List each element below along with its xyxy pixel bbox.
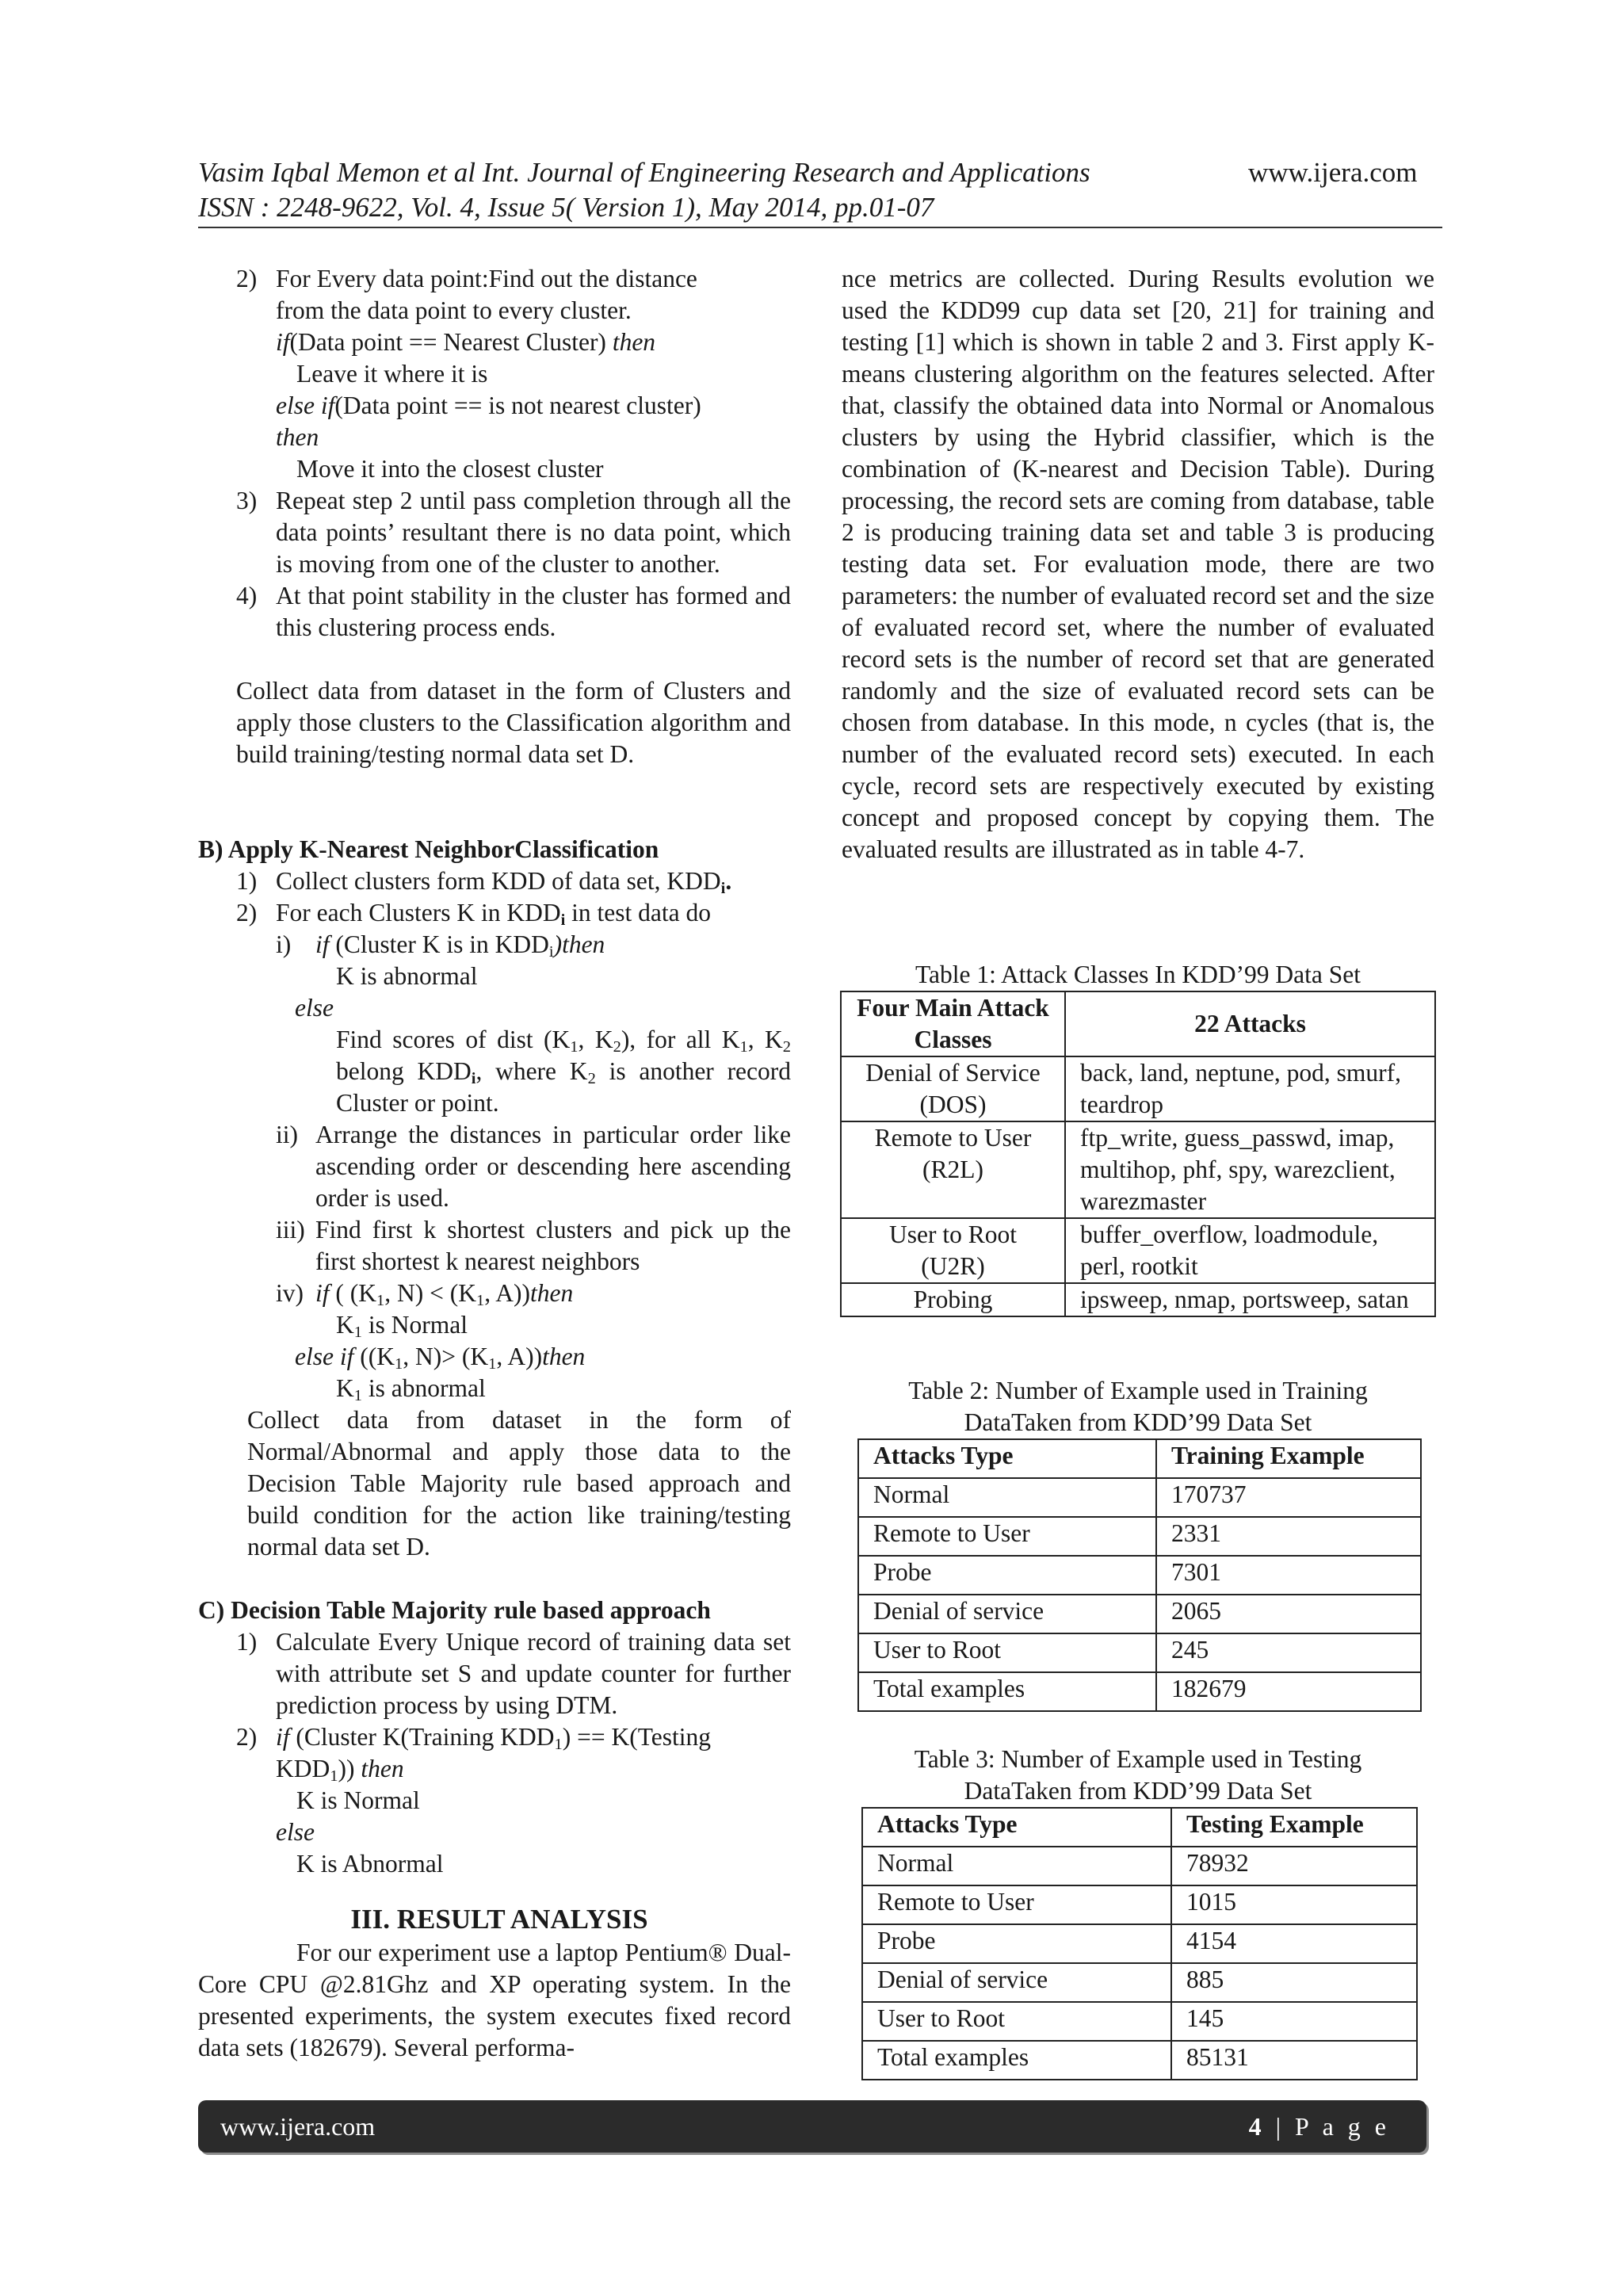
table-row xyxy=(858,1595,1421,1633)
table-row xyxy=(841,1283,1435,1316)
table-2-caption xyxy=(842,1375,1434,1438)
b-substep-iii: iii) Find first k shortest clusters and pick up the first shortest k nearest neighbors xyxy=(276,1216,791,1275)
footer-url[interactable]: www.ijera.com xyxy=(220,2112,376,2141)
table-cell: 145 xyxy=(1171,2002,1417,2041)
table-row xyxy=(862,1924,1417,1963)
section-c-steps xyxy=(236,1626,791,1880)
table-2 xyxy=(857,1438,1422,1712)
table-2-caption-line-1: Table 2: Number of Example used in Training xyxy=(908,1377,1368,1404)
table-3 xyxy=(861,1807,1418,2080)
section-3-heading: III. RESULT ANALYSIS xyxy=(350,1904,648,1935)
table-row xyxy=(841,1218,1435,1283)
table-cell: User to Root xyxy=(862,2002,1171,2041)
table-cell: Remote to User xyxy=(858,1517,1156,1556)
table-cell: Total examples xyxy=(862,2041,1171,2080)
table-cell: 78932 xyxy=(1171,1847,1417,1885)
running-header-issn: ISSN : 2248-9622, Vol. 4, Issue 5( Version 1), May 2014, pp.01-07 xyxy=(198,192,934,223)
b-substep-i: i) if (Cluster K is in $KDD_i)then$ K is abnormal else Find scores of dist ($K_1$, $K_2$), for all $K_1$, $K_2$ belong $KDD_i$, where $K_2$ is another record Cluster or point. xyxy=(276,930,792,1117)
section-c-heading: C) Decision Table Majority rule based approach xyxy=(198,1596,711,1624)
table-row xyxy=(841,1056,1435,1121)
results-paragraph: nce metrics are collected. During Results evolution we used the KDD99 cup data set [20, 21] for training and testing [1] which is shown in table 2 and 3. First apply K-means clustering algorithm on the features selected. After that, classify the obtained data into Normal or Anomalous clusters by using the Hybrid classifier, which is the combination of (K-nearest and Decision Table). During processing, the record sets are coming from database, table 2 is producing training data set and table 3 is producing testing data set. For evaluation mode, there are two parameters: the number of evaluated record set and the size of evaluated record set, where the number of evaluated record sets is the number of record set that are generated randomly and the size of evaluated record sets can be chosen from database. In this mode, n cycles (that is, the number of the evaluated record sets) executed. In each cycle, record sets are respectively executed by existing concept and proposed concept by copying them. The evaluated results are illustrated as in table 4-7. xyxy=(842,265,1434,863)
table-cell: 170737 xyxy=(1156,1478,1421,1517)
b-substep-ii: ii) Arrange the distances in particular order like ascending order or descending here ascending order is used. xyxy=(276,1121,791,1212)
table-cell: Normal xyxy=(862,1847,1171,1885)
table-2-caption-line-2: DataTaken from KDD’99 Data Set xyxy=(964,1408,1312,1436)
table-row xyxy=(858,1672,1421,1711)
table-3-caption-line-2: DataTaken from KDD’99 Data Set xyxy=(964,1777,1312,1805)
table-cell: User to Root xyxy=(858,1633,1156,1672)
table-cell: 245 xyxy=(1156,1633,1421,1672)
running-header-url[interactable]: www.ijera.com xyxy=(1248,157,1418,188)
step-3: 3) Repeat step 2 until pass completion through all the data points’ resultant there is no data point, which is moving from one of the cluster to another. xyxy=(236,487,791,578)
table-cell: 2331 xyxy=(1156,1517,1421,1556)
table-cell: Probe xyxy=(862,1924,1171,1963)
table-1 xyxy=(840,991,1436,1317)
table-1-header-attacks: 22 Attacks xyxy=(1065,991,1435,1056)
result-analysis-paragraph: For our experiment use a laptop Pentium® Dual-Core CPU @2.81Ghz and XP operating system. In the presented experiments, the system executes fixed record data sets (182679). Several performa- xyxy=(198,1939,791,2061)
table-row xyxy=(858,1478,1421,1517)
table-2-header-type: Attacks Type xyxy=(858,1439,1156,1478)
table-row xyxy=(841,1121,1435,1218)
table-cell: Remote to User xyxy=(862,1885,1171,1924)
left-column xyxy=(236,263,791,644)
table-1-caption: Table 1: Attack Classes In KDD’99 Data Set xyxy=(915,961,1361,988)
b-substep-iv: iv) if ( ($K_1$, $N) < (K_1$, A))then $K_1$ is Normal else if (($K_1$, $N)> (K_1$, A))then $K_1$ is abnormal xyxy=(276,1279,586,1405)
table-cell: Probing xyxy=(841,1283,1065,1316)
step-4: 4) At that point stability in the cluster has formed and this clustering process ends. xyxy=(236,582,791,641)
table-3-caption-line-1: Table 3: Number of Example used in Testing xyxy=(914,1745,1362,1773)
table-cell: ipsweep, nmap, portsweep, satan xyxy=(1065,1283,1435,1316)
table-cell: 182679 xyxy=(1156,1672,1421,1711)
table-cell: Probe xyxy=(858,1556,1156,1595)
table-cell: 4154 xyxy=(1171,1924,1417,1963)
table-cell: Normal xyxy=(858,1478,1156,1517)
collect-normal-paragraph: Collect data from dataset in the form of Normal/Abnormal and apply those data to the Decision Table Majority rule based approach and build condition for the action like training/testing normal data set D. xyxy=(247,1406,791,1561)
table-3-header-testing: Testing Example xyxy=(1171,1808,1417,1847)
table-cell: 1015 xyxy=(1171,1885,1417,1924)
table-row xyxy=(858,1633,1421,1672)
table-cell: Total examples xyxy=(858,1672,1156,1711)
table-cell: back, land, neptune, pod, smurf, teardrop xyxy=(1065,1056,1435,1121)
table-row xyxy=(862,1963,1417,2002)
b-step-2: 2) For each Clusters K in $KDD_i$ in test data do xyxy=(236,899,711,930)
table-row xyxy=(862,1847,1417,1885)
table-row xyxy=(862,2041,1417,2080)
table-cell: Denial of Service (DOS) xyxy=(841,1056,1065,1121)
header-rule xyxy=(198,227,1442,228)
table-cell: User to Root (U2R) xyxy=(841,1218,1065,1283)
table-cell: 885 xyxy=(1171,1963,1417,2002)
table-row xyxy=(858,1556,1421,1595)
table-row xyxy=(862,2002,1417,2041)
page-footer xyxy=(198,2100,1426,2153)
footer-page-number: 4 | P a g e xyxy=(1248,2112,1390,2141)
table-2-header-training: Training Example xyxy=(1156,1439,1421,1478)
table-cell: Denial of service xyxy=(858,1595,1156,1633)
table-cell: 2065 xyxy=(1156,1595,1421,1633)
b-step-1: 1) Collect clusters form KDD of data set, $KDD_i$. xyxy=(236,867,732,898)
table-cell: Denial of service xyxy=(862,1963,1171,2002)
table-cell: 85131 xyxy=(1171,2041,1417,2080)
table-3-header-type: Attacks Type xyxy=(862,1808,1171,1847)
step-2: 2) For Every data point:Find out the distance from the data point to every cluster. if(Data point == Nearest Cluster) then Leave it where it is else if(Data point == is not nearest cluster) then Move it into the closest cluster xyxy=(236,265,701,483)
table-1-header-classes: Four Main Attack Classes xyxy=(841,991,1065,1056)
c-step-2: 2) if (Cluster K(Training $KDD_1$) == K(Testing $KDD_1$)) then K is Normal else K is Abnormal xyxy=(236,1723,711,1878)
section-b-heading: B) Apply K-Nearest NeighborClassification xyxy=(198,835,659,863)
table-cell: buffer_overflow, loadmodule, perl, rootkit xyxy=(1065,1218,1435,1283)
table-row xyxy=(858,1517,1421,1556)
table-row xyxy=(862,1885,1417,1924)
table-3-caption xyxy=(842,1744,1434,1807)
section-b-steps xyxy=(236,865,791,1404)
table-cell: 7301 xyxy=(1156,1556,1421,1595)
collect-clusters-paragraph: Collect data from dataset in the form of Clusters and apply those clusters to the Classification algorithm and build training/testing normal data set D. xyxy=(236,677,791,768)
table-cell: Remote to User (R2L) xyxy=(841,1121,1065,1218)
c-step-1: 1) Calculate Every Unique record of training data set with attribute set S and update counter for further prediction process by using DTM. xyxy=(236,1628,791,1719)
table-cell: ftp_write, guess_passwd, imap, multihop, phf, spy, warezclient, warezmaster xyxy=(1065,1121,1435,1218)
running-header-journal: Vasim Iqbal Memon et al Int. Journal of Engineering Research and Applications xyxy=(198,157,1090,188)
